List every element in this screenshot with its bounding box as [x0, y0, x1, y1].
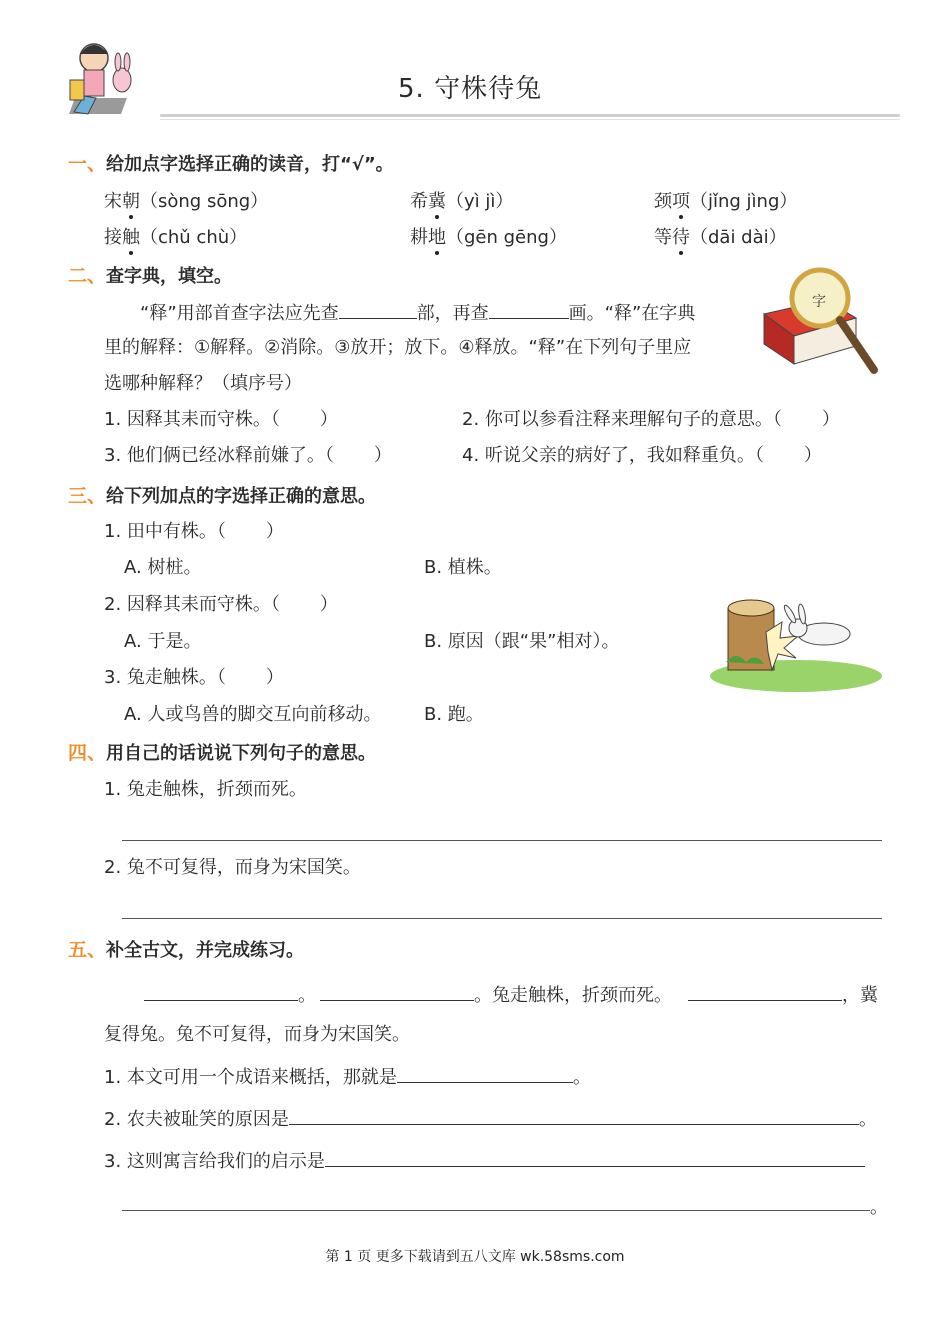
paren-close: ） [821, 409, 840, 430]
text: 画。“释”在字典 [568, 303, 696, 324]
section-4-heading [68, 741, 376, 766]
question-2-1 [104, 408, 338, 432]
dotted-char: 冀 [428, 191, 446, 212]
pinyin-options[interactable]: （yì jì） [446, 191, 514, 212]
question-2-4 [462, 444, 822, 468]
fill-blank-2[interactable] [320, 982, 474, 1001]
question-4-2: 2. 兔不可复得，而身为宋国笑。 [104, 857, 361, 878]
option-a: A. 于是。 [124, 631, 202, 652]
fill-blank-1[interactable] [144, 982, 298, 1001]
period: 。 [858, 1109, 877, 1130]
paren-close: ） [803, 445, 822, 466]
section-number: 五、 [68, 939, 107, 961]
question-3-3 [104, 666, 284, 690]
answer-line[interactable] [122, 1210, 870, 1211]
question-2-3 [104, 444, 392, 468]
option-b: B. 原因（跟“果”相对）。 [424, 631, 620, 652]
comma: 。 [474, 985, 492, 1006]
paren-close: ） [319, 594, 338, 615]
pinyin-options[interactable]: （dāi dài） [690, 227, 787, 248]
section-3-heading [68, 484, 376, 509]
question-text: 2. 你可以参看注释来理解句子的意思。（ [462, 409, 782, 430]
question-text: 3. 兔走触株。（ [104, 667, 226, 688]
answer-line[interactable] [122, 840, 882, 841]
section-title: 给加点字选择正确的读音，打“√”。 [106, 154, 394, 175]
pinyin-options[interactable]: （gēn gēng） [446, 227, 567, 248]
question-4-1: 1. 兔走触株，折颈而死。 [104, 779, 307, 800]
page-title: 5. 守株待兔 [398, 74, 543, 104]
period: 。 [870, 1197, 888, 1218]
question-text: 1. 本文可用一个成语来概括，那就是 [104, 1067, 397, 1088]
paren-close: ） [265, 521, 284, 542]
paren-close: ） [265, 667, 284, 688]
classical-text-line2: 复得兔。兔不可复得，而身为宋国笑。 [104, 1024, 410, 1045]
question-5-1 [104, 1064, 591, 1090]
question-5-3 [104, 1148, 865, 1174]
text: “释”用部首查字法应先查 [140, 303, 339, 324]
dictionary-illustration [756, 262, 886, 378]
stroke-count-blank[interactable] [489, 300, 569, 319]
char-lead: 颈 [654, 191, 672, 212]
question-3-2 [104, 593, 338, 617]
dotted-char: 触 [122, 227, 140, 248]
question-5-2 [104, 1106, 877, 1132]
period: 。 [572, 1067, 591, 1088]
question-text: 2. 农夫被耻笑的原因是 [104, 1109, 289, 1130]
title-divider-thin [160, 119, 900, 120]
header-illustration [44, 40, 154, 120]
section-title: 用自己的话说说下列句子的意思。 [106, 743, 377, 764]
char-lead: 耕 [410, 227, 428, 248]
dotted-char: 朝 [122, 191, 140, 212]
section-number: 二、 [68, 265, 107, 287]
text: ，冀 [842, 985, 878, 1006]
option-a: A. 人或鸟兽的脚交互向前移动。 [124, 704, 382, 725]
char-lead: 宋 [104, 191, 122, 212]
option-b: B. 跑。 [424, 704, 484, 725]
dotted-char: 项 [672, 191, 690, 212]
question-text: 1. 因释其耒而守株。（ [104, 409, 280, 430]
question-text: 3. 他们俩已经冰释前嫌了。（ [104, 445, 334, 466]
paren-close: ） [373, 445, 392, 466]
pinyin-item [104, 226, 247, 250]
section-title: 查字典，填空。 [106, 266, 233, 287]
char-lead: 接 [104, 227, 122, 248]
char-lead: 等 [654, 227, 672, 248]
text: 部，再查 [416, 303, 489, 324]
pinyin-item [104, 190, 268, 214]
question-text: 4. 听说父亲的病好了，我如释重负。（ [462, 445, 764, 466]
answer-line[interactable] [122, 918, 882, 919]
pinyin-options[interactable]: （jǐng jìng） [690, 191, 798, 212]
dotted-char: 待 [672, 227, 690, 248]
comma: 。 [298, 985, 316, 1006]
dotted-char: 地 [428, 227, 446, 248]
radical-blank[interactable] [339, 300, 417, 319]
question-text: 2. 因释其耒而守株。（ [104, 594, 280, 615]
question-3-1 [104, 520, 284, 544]
pinyin-options[interactable]: （sòng sōng） [140, 191, 269, 212]
option-a: A. 树桩。 [124, 557, 202, 578]
section-title: 补全古文，并完成练习。 [106, 940, 305, 961]
pinyin-item [410, 190, 513, 214]
pinyin-item [410, 226, 567, 250]
svg-text:字: 字 [812, 294, 826, 310]
title-divider [160, 114, 900, 117]
section-2-paragraph-line3: 选哪种解释？（填序号） [104, 373, 302, 394]
pinyin-item [654, 190, 797, 214]
paren-close: ） [319, 409, 338, 430]
stump-rabbit-illustration [706, 592, 884, 694]
section-2-heading [68, 264, 232, 289]
question-text: 1. 田中有株。（ [104, 521, 226, 542]
section-1-heading [68, 152, 394, 177]
char-lead: 希 [410, 191, 428, 212]
idiom-blank[interactable] [397, 1064, 573, 1083]
pinyin-options[interactable]: （chǔ chù） [140, 227, 248, 248]
text: 兔走触株，折颈而死。 [492, 985, 672, 1006]
section-number: 三、 [68, 485, 107, 507]
section-5-heading [68, 938, 304, 963]
section-2-paragraph-line1 [140, 300, 695, 326]
answer-blank[interactable] [325, 1148, 865, 1167]
fill-blank-3[interactable] [688, 982, 842, 1001]
section-2-paragraph-line2: 里的解释：①解释。②消除。③放开；放下。④释放。“释”在下列句子里应 [104, 337, 692, 358]
page-footer: 第 1 页 更多下载请到五八文库 wk.58sms.com [325, 1249, 625, 1265]
question-text: 3. 这则寓言给我们的启示是 [104, 1151, 325, 1172]
classical-text-line1 [144, 982, 878, 1008]
answer-blank[interactable] [289, 1106, 859, 1125]
option-b: B. 植株。 [424, 557, 502, 578]
section-number: 四、 [68, 742, 107, 764]
pinyin-item [654, 226, 787, 250]
question-2-2 [462, 408, 840, 432]
section-title: 给下列加点的字选择正确的意思。 [106, 486, 377, 507]
section-number: 一、 [68, 153, 107, 175]
